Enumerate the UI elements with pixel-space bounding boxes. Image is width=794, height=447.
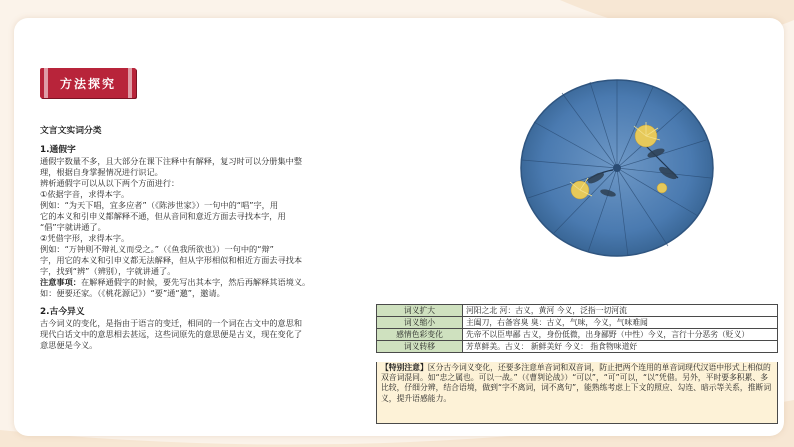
umbrella-illustration — [518, 78, 716, 260]
note-line — [40, 277, 370, 288]
desc-cell: 先帝不以臣卑鄙 古义，身份低微，出身鄙野（中性）今义，言行十分恶劣（贬义） — [463, 329, 778, 341]
desc-cell: 主阖刀，右备容臭 臭：古义，气味，今义，气味难闻 — [463, 317, 778, 329]
term-cell: 感情色彩变化 — [377, 329, 463, 341]
note-label: 注意事项： — [40, 277, 81, 287]
section1-line: 理，根据自身掌握情况进行识记。 — [40, 167, 163, 177]
special-note-label: 【特别注意】 — [381, 363, 428, 372]
method-banner — [40, 68, 136, 98]
section2-line: 现代白话文中的意思相去甚远，这些词原先的意思便是古义，现在变化了 — [40, 329, 303, 339]
term-cell: 词义扩大 — [377, 305, 463, 317]
section1-line: 它的本义和引申义都解释不通，但从音同和意近方面去寻找本字，用 — [40, 211, 286, 221]
note-text: 在解释通假字的时候，要先写出其本字，然后再解释其语境义。 — [80, 277, 311, 287]
section1-line: ②凭借字形，求得本字。 — [40, 233, 130, 243]
table-row — [377, 341, 778, 353]
section1-line: 例如：“万钟则不辩礼义而受之。”（《鱼我所欲也》）一句中的“辩” — [40, 244, 274, 254]
table-row — [377, 329, 778, 341]
section1-line: 例如：“为天下唱，宜多应者”（《陈涉世家》）一句中的“唱”字，用 — [40, 200, 279, 210]
table-row — [377, 305, 778, 317]
explanation-text — [40, 126, 370, 351]
section1-line: 字，找到“辨”（辨别），字就讲通了。 — [40, 266, 176, 276]
term-cell: 词义转移 — [377, 341, 463, 353]
term-cell: 词义缩小 — [377, 317, 463, 329]
section2-line: 古今词义的变化，是指由于语言的变迁，相同的一个词在古文中的意思和 — [40, 318, 303, 328]
meaning-change-table — [376, 304, 778, 353]
desc-cell: 河阳之北 河：古义，黄河 今义，泛指一切河流 — [463, 305, 778, 317]
banner-label: 方法探究 — [59, 77, 116, 91]
section-title: 文言文实词分类 — [40, 126, 102, 136]
example-line: 如：便要还家。（《桃花源记》）“要”通“邀”，邀请。 — [40, 288, 225, 298]
special-note-text: 区分古今词义变化，还要多注意单音词和双音词，防止把两个连用的单音词现代汉语中形式上相似的双音词混同。如“忠之属也。可以一战。”（《曹刿论战》）“可以”，“可”可以，“以”凭借。另外，平时要多积累、多比较，仔细分辨，结合语境，做到“字不离词，词不离句”，能熟练考虑上下文的照应、勾连、暗示等关系，推断词义，提升语感能力。 — [381, 363, 772, 403]
section1-heading: 1.通假字 — [40, 145, 76, 155]
section1-line: ①依据字音，求得本字。 — [40, 189, 130, 199]
section1-line: “倡”字就讲通了。 — [40, 222, 106, 232]
special-note-box — [376, 362, 778, 424]
table-row — [377, 317, 778, 329]
section2-line: 意思便是今义。 — [40, 340, 98, 350]
section1-line: 字，用它的本义和引申义都无法解释，但从字形相似和相近方面去寻找本 — [40, 255, 303, 265]
section1-line: 通假字数量不多，且大部分在课下注释中有解释，复习时可以分册集中整 — [40, 156, 303, 166]
section2-heading: 2.古今异义 — [40, 307, 85, 317]
desc-cell: 芳草鲜美。古义： 新鲜美好 今义： 指食物味道好 — [463, 341, 778, 353]
section1-line: 辨析通假字可以从以下两个方面进行： — [40, 178, 180, 188]
